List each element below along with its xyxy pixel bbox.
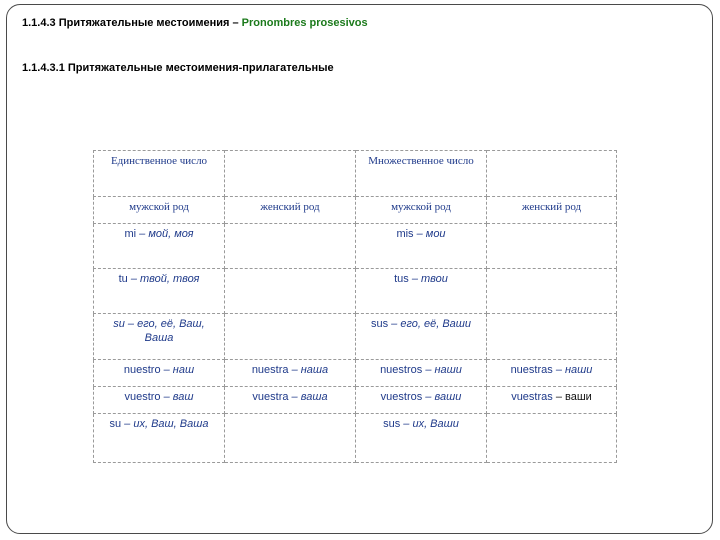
empty-cell	[225, 314, 356, 360]
cell-vuestros	[356, 387, 487, 414]
table-row	[94, 151, 617, 197]
russian-translation: – его, её, Ваши	[388, 318, 472, 330]
spanish-word: nuestra	[251, 364, 289, 376]
main-heading	[22, 17, 368, 29]
cell-mis	[356, 224, 487, 269]
russian-translation: – наши	[552, 364, 593, 376]
masculine-header: мужской род	[356, 197, 487, 224]
russian-translation: – их, Ваши	[400, 418, 459, 430]
cell-vuestras	[487, 387, 617, 414]
empty-cell	[225, 151, 356, 197]
russian-translation: – ваши	[422, 391, 462, 403]
russian-translation: – мои	[413, 228, 446, 240]
russian-translation: – наш	[160, 364, 195, 376]
su-line-1: su – его, её, Ваш,	[113, 318, 205, 330]
table-row	[94, 224, 617, 269]
empty-cell	[487, 151, 617, 197]
table-row	[94, 197, 617, 224]
cell-su	[94, 314, 225, 360]
empty-cell	[487, 224, 617, 269]
possessive-pronouns-table	[93, 150, 617, 463]
singular-header: Единственное число	[94, 151, 225, 197]
spanish-word: mis	[396, 228, 414, 240]
cell-mi	[94, 224, 225, 269]
sub-heading: 1.1.4.3.1 Притяжательные местоимения-прилагательные	[22, 62, 334, 74]
spanish-word: nuestras	[510, 364, 553, 376]
spanish-word: sus	[383, 418, 401, 430]
su-line-2: Ваша	[144, 332, 174, 344]
spanish-word: vuestra	[252, 391, 289, 403]
russian-translation: – наши	[422, 364, 462, 376]
cell-nuestras	[487, 360, 617, 387]
spanish-word: vuestro	[124, 391, 161, 403]
spanish-word: tu	[118, 273, 128, 285]
spanish-word: nuestros	[380, 364, 423, 376]
table-row	[94, 360, 617, 387]
cell-vuestra	[225, 387, 356, 414]
spanish-word: vuestras	[511, 391, 553, 403]
russian-translation: – их, Ваш, Ваша	[121, 418, 209, 430]
cell-nuestros	[356, 360, 487, 387]
empty-cell	[225, 224, 356, 269]
cell-sus-plural	[356, 414, 487, 463]
main-heading-spanish: Pronombres prosesivos	[241, 17, 368, 29]
empty-cell	[487, 414, 617, 463]
cell-su-plural	[94, 414, 225, 463]
spanish-word: vuestros	[380, 391, 423, 403]
spanish-word: su	[109, 418, 122, 430]
table-row	[94, 314, 617, 360]
cell-tu	[94, 269, 225, 314]
spanish-word: nuestro	[123, 364, 161, 376]
cell-nuestro	[94, 360, 225, 387]
russian-translation: – мой, моя	[136, 228, 194, 240]
feminine-header: женский род	[225, 197, 356, 224]
russian-translation: – ваш	[160, 391, 194, 403]
masculine-header: мужской род	[94, 197, 225, 224]
table-row	[94, 387, 617, 414]
spanish-word: tus	[394, 273, 409, 285]
empty-cell	[225, 269, 356, 314]
russian-translation: – наша	[288, 364, 329, 376]
spanish-word: mi	[124, 228, 137, 240]
russian-translation: – ваши	[552, 391, 592, 403]
cell-vuestro	[94, 387, 225, 414]
feminine-header: женский род	[487, 197, 617, 224]
cell-tus	[356, 269, 487, 314]
main-heading-text: 1.1.4.3 Притяжательные местоимения –	[22, 17, 242, 29]
spanish-word: sus	[370, 318, 389, 330]
cell-sus	[356, 314, 487, 360]
cell-nuestra	[225, 360, 356, 387]
plural-header: Множественное число	[356, 151, 487, 197]
russian-translation: – твои	[408, 273, 448, 285]
russian-translation: – твой, твоя	[127, 273, 200, 285]
russian-translation: – ваша	[288, 391, 328, 403]
empty-cell	[487, 314, 617, 360]
table-row	[94, 269, 617, 314]
table-row	[94, 414, 617, 463]
empty-cell	[225, 414, 356, 463]
empty-cell	[487, 269, 617, 314]
